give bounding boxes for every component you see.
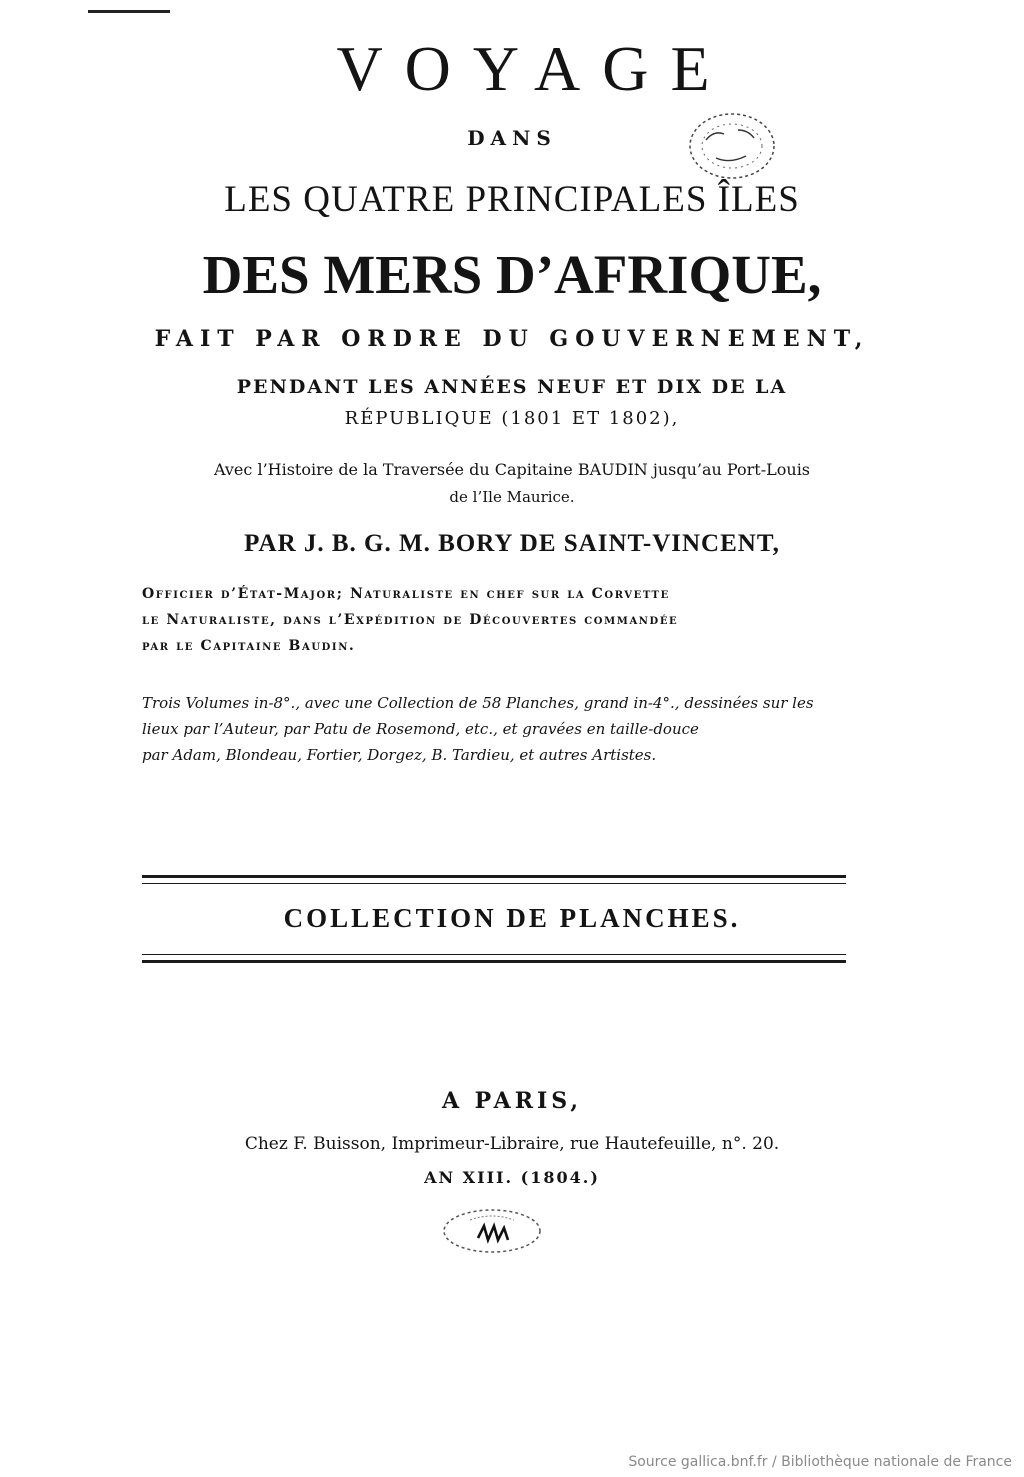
library-stamp-icon [686,110,778,182]
imprint-city: A PARIS, [441,1088,583,1114]
credentials-line: le Naturaliste, dans l’Expédition de Découvertes commandée [142,612,679,628]
title-line-quatre: LES QUATRE PRINCIPALES ÎLES [224,179,800,220]
author-credentials [142,581,862,659]
subtitle-pendant: PENDANT LES ANNÉES NEUF ET DIX DE LA [236,376,788,398]
subtitle-avec: Avec l’Histoire de la Traversée du Capitaine BAUDIN jusqu’au Port-Louis [213,460,811,479]
imprint-year: AN XIII. (1804.) [424,1168,600,1187]
credentials-line: Officier d’État-Major; Naturaliste en chef sur la Corvette [142,586,670,602]
library-stamp-icon [440,1206,544,1256]
volumes-line: lieux par l’Auteur, par Patu de Rosemond, etc., et gravées en taille-douce [142,720,699,738]
divider-rule [142,954,846,955]
main-title: VOYAGE [336,33,732,104]
subtitle-fait: FAIT PAR ORDRE DU GOUVERNEMENT, [154,326,870,352]
volumes-line: par Adam, Blondeau, Fortier, Dorgez, B. Tardieu, et autres Artistes. [142,746,657,764]
author-line: PAR J. B. G. M. BORY DE SAINT-VINCENT, [244,530,780,557]
scan-mark [88,10,170,13]
divider-rule [142,960,846,963]
title-line-mers: DES MERS D’AFRIQUE, [202,244,822,305]
subtitle-republique: RÉPUBLIQUE (1801 ET 1802), [344,408,680,429]
imprint-publisher: Chez F. Buisson, Imprimeur-Libraire, rue Hautefeuille, n°. 20. [244,1134,780,1154]
divider-rule [142,875,846,878]
divider-rule [142,883,846,884]
volumes-line: Trois Volumes in-8°., avec une Collection de 58 Planches, grand in-4°., dessinées sur les [142,694,814,712]
title-dans: DANS [467,126,557,150]
credentials-line: par le Capitaine Baudin. [142,638,356,654]
collection-heading: COLLECTION DE PLANCHES. [283,903,741,933]
subtitle-ile: de l’Ile Maurice. [449,488,575,506]
volumes-note [142,690,862,768]
source-credit: Source gallica.bnf.fr / Bibliothèque nationale de France [628,1454,1012,1470]
